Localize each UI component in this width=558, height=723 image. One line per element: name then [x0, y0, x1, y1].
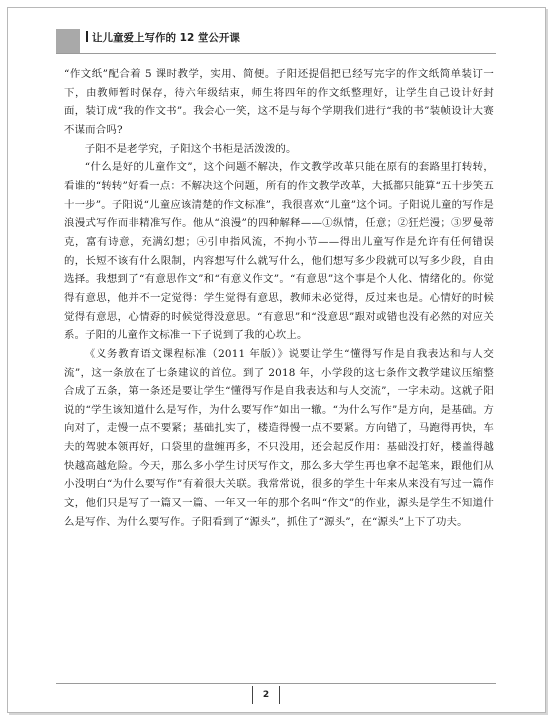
- running-header: [86, 30, 240, 45]
- body-text: [64, 65, 494, 531]
- paragraph-2: 子阳不是老学究，子阳这个书柜是活泼泼的。: [84, 142, 297, 155]
- paragraph-1: “作文纸”配合着 5 课时教学，实用、简便。子阳还提倡把已经写完字的作文纸简单装订一下，由教师暂时保存，待六年级结束，师生将四年的作文纸整理好，让学生自己设计好封面，装订成“我的作文书”。我会心一笑，这不是与每个学期我们进行“我的书”装帧设计大赛不谋而合吗?: [64, 68, 494, 136]
- paragraph-4: 《义务教育语文课程标准（2011 年版）》说要让学生“懂得写作是自我表达和与人交流”，这一条放在了七条建议的首位。到了 2018 年，小学段的这七条作文教学建议压缩整合成了五条，第一条还是要让学生“懂得写作是自我表达和与人交流”，一字未动。这就子阳说的“学生该知道什么是写作，为什么要写作”如出一辙。“为什么写作”是方向，是基础。方向对了，走慢一点不要紧；基础扎实了，楼造得慢一点不要紧。方向错了，马跑得再快，车夫的驾驶本领再好，口袋里的盘缠再多，不只没用，还会起反作用：基础没打好，楼盖得越快越高越危险。今天，那么多小学生讨厌写作文，那么多大学生再也拿不起笔来，跟他们从小没明白“为什么要写作”有着很大关联。我常常说，很多的学生十年来从来没有写过一篇作文，他们只是写了一篇又一篇、一年又一年的那个名叫“作文”的作业，源头是学生不知道什么是写作、为什么要写作。子阳看到了“源头”，抓住了“源头”，在“源头”上下了功夫。: [64, 347, 494, 528]
- footer-rule: [56, 683, 496, 684]
- paragraph-3: “什么是好的儿童作文”，这个问题不解决，作文教学改革只能在原有的套路里打转转，看谁的“转转”好看一点：不解决这个问题，所有的作文教学改革，大抵都只能算“五十步笑五十一步”。子阳说“儿童应该清楚的作文标准”，我很喜欢“儿童”这个词。子阳说儿童的写作是浪漫式写作而非精准写作。他从“浪漫”的四种解释——①纵情，任意；②狂烂漫；③罗曼蒂克，富有诗意，充满幻想；④引申指风流，不拘小节——得出儿童写作是允许有任何错误的，长短不该有什么限制，内容想写什么就写什么，他们想写多少段就可以写多少段，自由选择。我想到了“有意思作文”和“有意义作文”。“有意思”这个事是个人化、情绪化的。你觉得有意思，他并不一定觉得：学生觉得有意思，教师未必觉得，反过来也是。心情好的时候觉得有意思，心情孬的时候觉得没意思。“有意思”和“没意思”跟对或错也没有必然的对应关系。子阳的儿童作文标准一下子说到了我的心坎上。: [64, 161, 494, 342]
- header-bar-mark: [86, 31, 88, 42]
- page-number: 2: [252, 686, 280, 704]
- header-corner-block: [56, 29, 80, 53]
- header-title-text: 让儿童爱上写作的 12 堂公开课: [92, 32, 240, 44]
- header-rule: [56, 53, 496, 54]
